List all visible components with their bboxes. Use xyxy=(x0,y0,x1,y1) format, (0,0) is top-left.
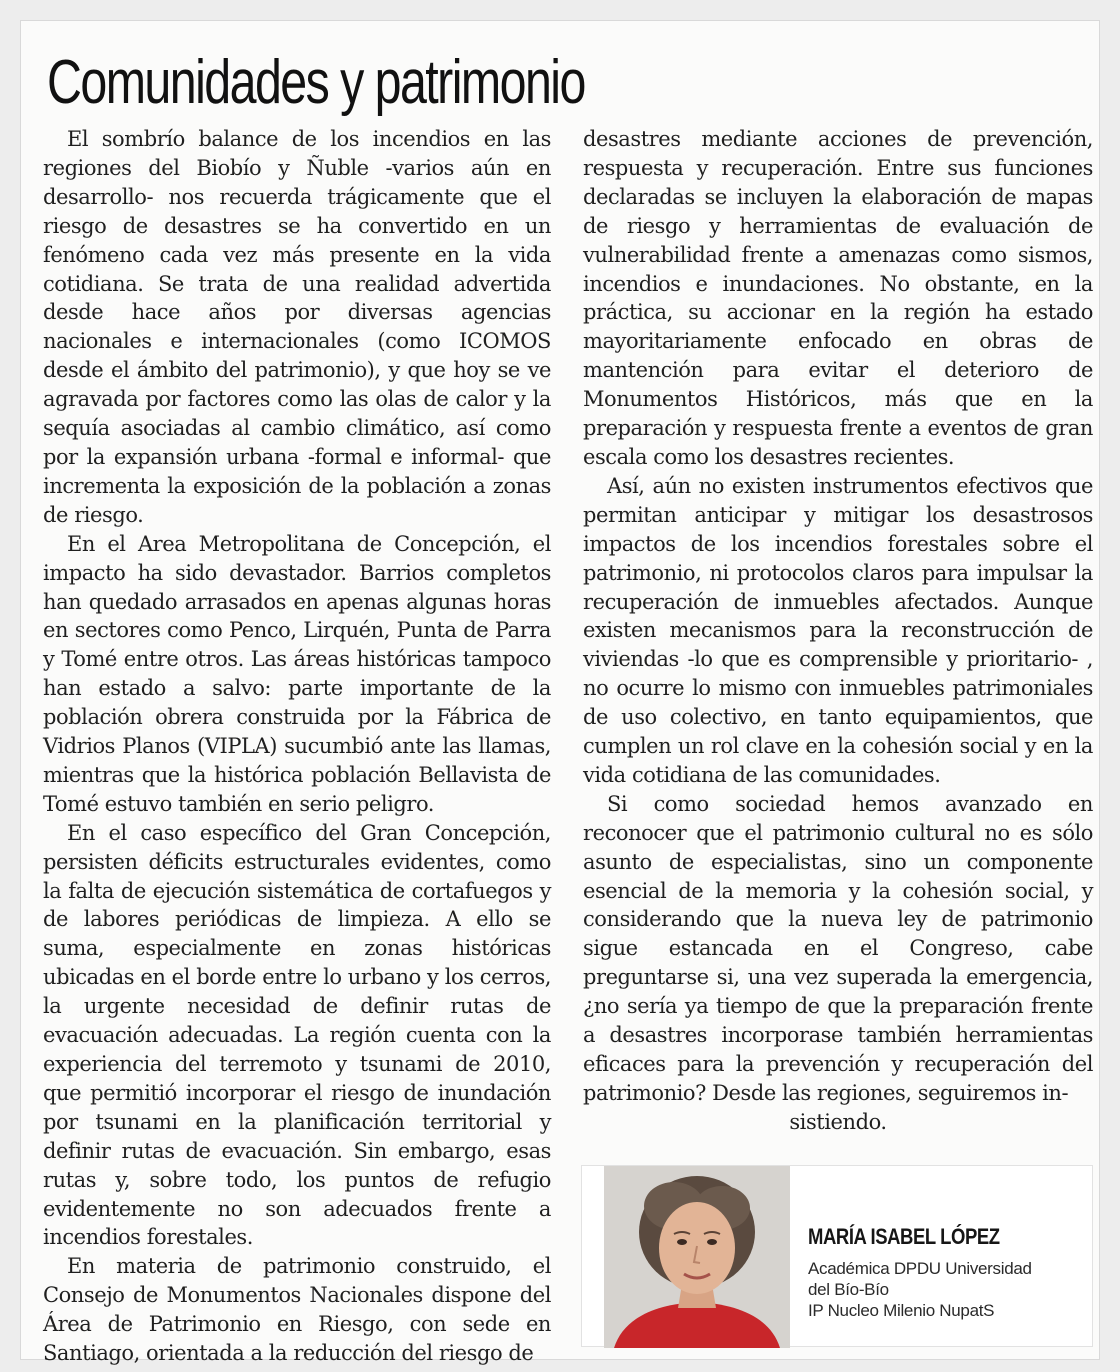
article-column-right xyxy=(583,125,1093,1137)
paragraph: desastres mediante acciones de prevención, respuesta y recuperación. Entre sus funciones declaradas se incluyen la elaboración de mapas de riesgo y herramientas de evaluación de vulnerabilidad frente a amenazas como sismos, incendios e inundaciones. No obstante, en la práctica, su accionar en la región ha estado mayoritariamente enfocado en obras de mantención para evitar el deterioro de Monumentos Históricos, más que en la preparación y respuesta frente a eventos de gran escala como los desastres recientes. xyxy=(583,127,1093,469)
article-column-left xyxy=(43,125,551,1368)
author-box xyxy=(581,1165,1093,1347)
paragraph: Así, aún no existen instrumentos efectivos que permitan anticipar y mitigar los desastrosos impactos de los incendios forestales sobre el patrimonio, ni protocolos claros para impulsar la recuperación de inmuebles afectados. Aunque existen mecanismos para la reconstrucción de viviendas -lo que es comprensible y prioritario- , no ocurre lo mismo con inmuebles patrimoniales de uso colectivo, en tanto equipamientos, que cumplen un rol clave en la cohesión social y en la vida cotidiana de las comunidades. xyxy=(583,473,1093,787)
author-name: MARÍA ISABEL LÓPEZ xyxy=(808,1224,1000,1249)
paragraph: En materia de patrimonio construido, el Consejo de Monumentos Nacionales dispone del Área de Patrimonio en Riesgo, con sede en Santiago, orientada a la reducción del riesgo de xyxy=(43,1254,551,1366)
author-portrait-image xyxy=(604,1166,790,1348)
author-photo xyxy=(604,1166,790,1348)
newspaper-page xyxy=(20,20,1100,1366)
author-role-line: del Bío-Bío xyxy=(808,1280,889,1299)
paragraph: En el caso específico del Gran Concepción, persisten déficits estructurales evidentes, como la falta de ejecución sistemática de cortafuegos y de labores periódicas de limpieza. A ello se suma, especialmente en zonas históricas ubicadas en el borde entre lo urbano y los cerros, la urgente necesidad de definir rutas de evacuación adecuadas. La región cuenta con la experiencia del terremoto y tsunami de 2010, que permitió incorporar el riesgo de inundación por tsunami en la planificación territorial y definir rutas de evacuación. Sin embargo, esas rutas y, sobre todo, los puntos de refugio evidentemente no son adecuados frente a incendios forestales. xyxy=(43,820,551,1250)
author-role-line: IP Nucleo Milenio NupatS xyxy=(808,1301,995,1320)
author-role-line: Académica DPDU Universidad xyxy=(808,1259,1032,1278)
paragraph: El sombrío balance de los incendios en las regiones del Biobío y Ñuble -varios aún en desarrollo- nos recuerda trágicamente que el riesgo de desastres se ha convertido en un fenómeno cada vez más presente en la vida cotidiana. Se trata de una realidad advertida desde hace años por diversas agencias nacionales e internacionales (como ICOMOS desde el ámbito del patrimonio), y que hoy se ve agravada por factores como las olas de calor y la sequía asociadas al cambio climático, así como por la expansión urbana -formal e informal- que incrementa la exposición de la población a zonas de riesgo. xyxy=(43,127,551,527)
paragraph-ending: sistiendo. xyxy=(789,1109,887,1134)
author-affiliation xyxy=(808,1258,1032,1321)
paragraph: En el Area Metropolitana de Concepción, el impacto ha sido devastador. Barrios completos han quedado arrasados en apenas algunas horas en sectores como Penco, Lirquén, Punta de Parra y Tomé entre otros. Las áreas históricas tampoco han estado a salvo: parte importante de la población obrera construida por la Fábrica de Vidrios Planos (VIPLA) sucumbió ante las llamas, mientras que la histórica población Bellavista de Tomé estuvo también en serio peligro. xyxy=(43,531,551,816)
paragraph: Si como sociedad hemos avanzado en reconocer que el patrimonio cultural no es sólo asunto de especialistas, sino un componente esencial de la memoria y la cohesión social, y considerando que la nueva ley de patrimonio sigue estancada en el Congreso, cabe preguntarse si, una vez superada la emergencia, ¿no sería ya tiempo de que la preparación frente a desastres incorporase también herramientas eficaces para la prevención y recuperación del patrimonio? Desde las regiones, seguiremos in- xyxy=(583,791,1093,1105)
article-title: Comunidades y patrimonio xyxy=(47,48,585,117)
